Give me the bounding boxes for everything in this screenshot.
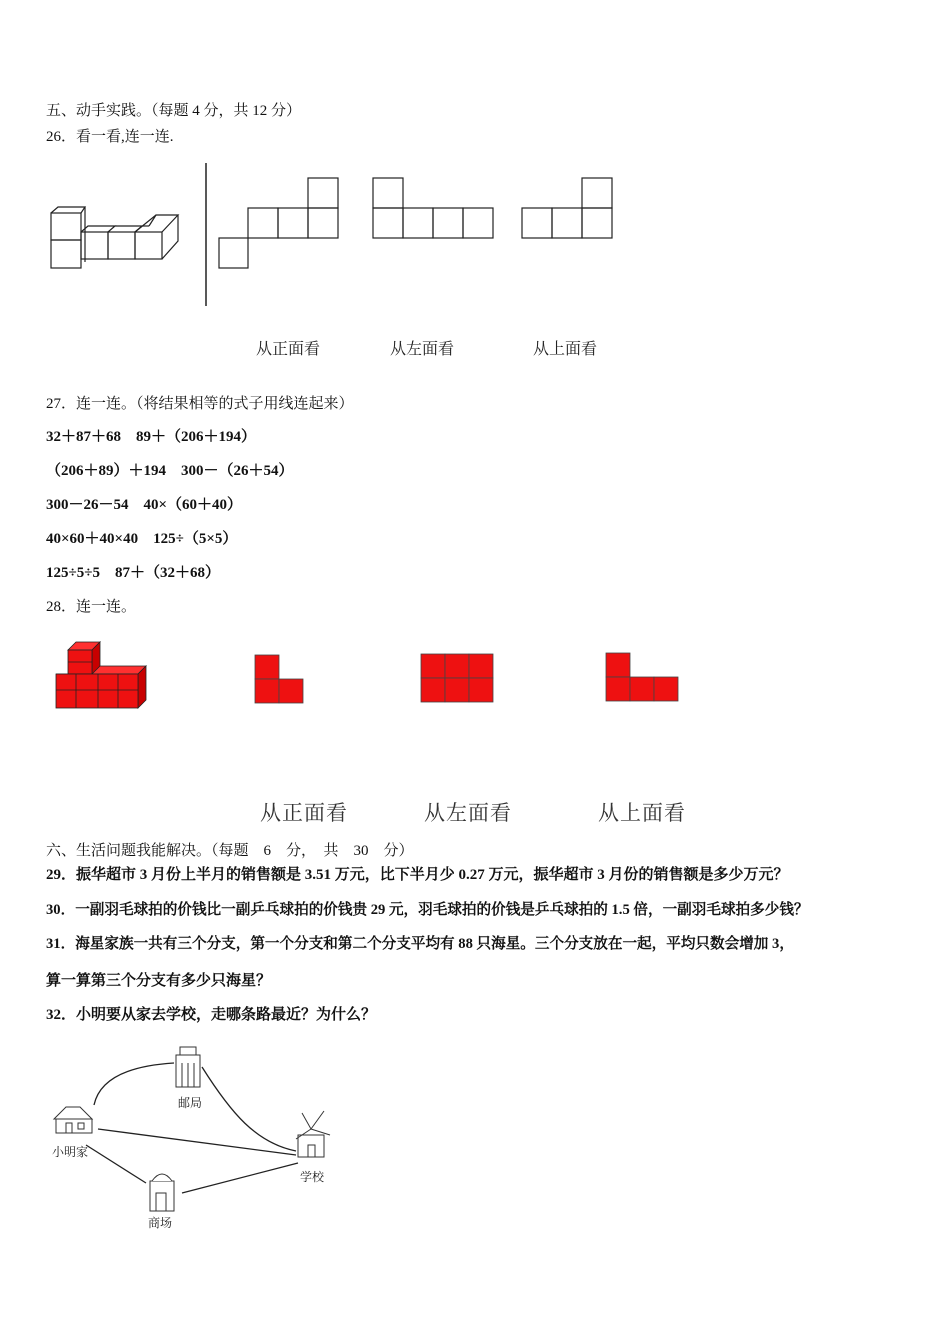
q30-text: 30．一副羽毛球拍的价钱比一副乒乓球拍的价钱贵 29 元，羽毛球拍的价钱是乒乓球拍的 1.5 倍，一副羽毛球拍多少钱？: [46, 902, 809, 918]
q29-text: 29．振华超市 3 月份上半月的销售额是 3.51 万元，比下半月少 0.27 万元，振华超市 3 月份的销售额是多少万元？: [46, 867, 789, 883]
q26-text: 26．看一看,连一连.: [46, 129, 174, 145]
q26-cube-figure: [48, 205, 188, 275]
q27-row: 40×60＋40×40 125÷（5×5）: [46, 531, 238, 547]
section6-title: 六、生活问题我能解决。（每题 6 分， 共 30 分）: [46, 843, 414, 859]
q28-text: 28．连一连。: [46, 599, 137, 615]
school-windmill-icon: [296, 1111, 330, 1157]
q26-label-front: 从正面看: [256, 339, 321, 358]
q28-label-top: 从上面看: [598, 801, 686, 825]
q32-text: 32．小明要从家去学校，走哪条路最近？为什么？: [46, 1007, 377, 1023]
q27-row: （206＋89）＋194 300－（26＋54）: [46, 463, 294, 479]
map-label-school: 学校: [300, 1170, 325, 1184]
post-office-icon: [176, 1047, 200, 1087]
q26-view-a: [218, 177, 342, 271]
q28-red-cube-figure: [54, 640, 150, 714]
q28-red-view-a: [254, 654, 306, 706]
map-label-home: 小明家: [52, 1145, 89, 1159]
q28-label-front: 从正面看: [260, 801, 348, 825]
q27-row: 125÷5÷5 87＋（32＋68）: [46, 565, 220, 581]
q26-view-b: [372, 177, 498, 241]
q27-text: 27．连一连。（将结果相等的式子用线连起来）: [46, 396, 354, 412]
mall-icon: [150, 1174, 174, 1211]
q28-red-view-c: [605, 652, 681, 704]
q28-label-left: 从左面看: [424, 801, 512, 825]
q26-divider: [205, 163, 209, 308]
q32-route-map: [46, 1043, 366, 1243]
q27-row: 300－26－54 40×（60＋40）: [46, 497, 243, 513]
q26-label-top: 从上面看: [533, 339, 598, 358]
q31-text-line1: 31．海星家族一共有三个分支，第一个分支和第二个分支平均有 88 只海星。三个分支放在一起，平均只数会增加 3，: [46, 936, 794, 952]
map-label-mall: 商场: [148, 1216, 173, 1230]
q26-view-c: [521, 177, 617, 241]
q28-red-view-b: [420, 653, 496, 705]
q26-label-left: 从左面看: [390, 339, 455, 358]
q31-text-line2: 算一算第三个分支有多少只海星？: [46, 973, 272, 989]
section5-title: 五、动手实践。（每题 4 分，共 12 分）: [46, 103, 302, 119]
map-label-post: 邮局: [178, 1096, 203, 1110]
q27-row: 32＋87＋68 89＋（206＋194）: [46, 429, 257, 445]
house-icon: [54, 1107, 92, 1133]
